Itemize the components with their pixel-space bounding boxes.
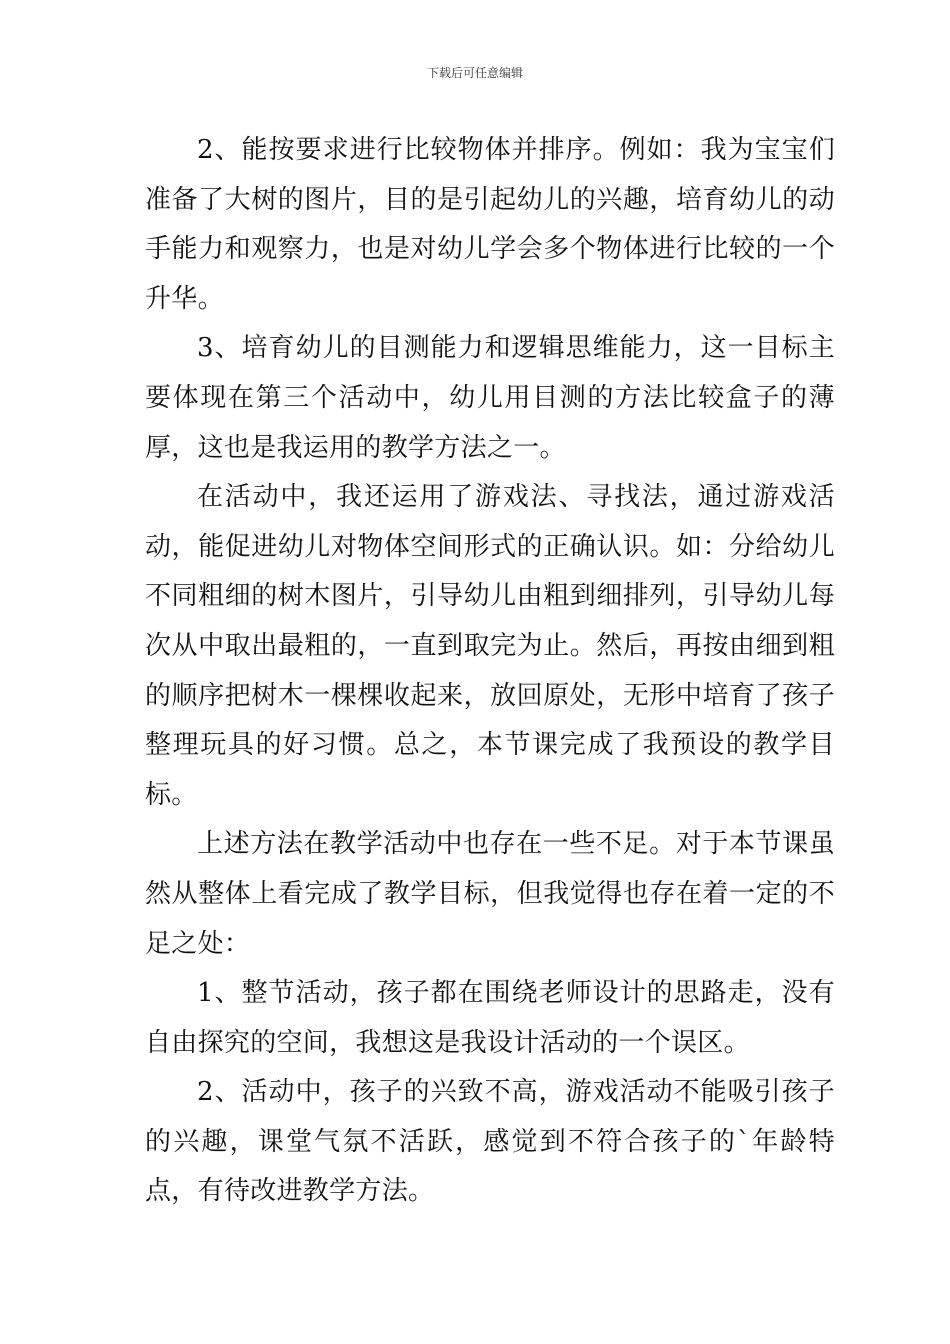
- paragraph-shortcomings-intro: 上述方法在教学活动中也存在一些不足。对于本节课虽然从整体上看完成了教学目标，但我觉得也存在着一定的不足之处：: [145, 829, 835, 959]
- paragraph-visual-estimation-objective: 3、培育幼儿的目测能力和逻辑思维能力，这一目标主要体现在第三个活动中，幼儿用目测的方法比较盒子的薄厚，这也是我运用的教学方法之一。: [145, 333, 835, 463]
- paragraph-shortcoming-2: 2、活动中，孩子的兴致不高，游戏活动不能吸引孩子的兴趣，课堂气氛不活跃，感觉到不符合孩子的`年龄特点，有待改进教学方法。: [145, 1077, 835, 1207]
- paragraph-sorting-objective: 2、能按要求进行比较物体并排序。例如：我为宝宝们准备了大树的图片，目的是引起幼儿的兴趣，培育幼儿的动手能力和观察力，也是对幼儿学会多个物体进行比较的一个升华。: [145, 135, 835, 314]
- page-header-note: 下载后可任意编辑: [426, 66, 523, 80]
- paragraph-game-method: 在活动中，我还运用了游戏法、寻找法，通过游戏活动，能促进幼儿对物体空间形式的正确认识。如：分给幼儿不同粗细的树木图片，引导幼儿由粗到细排列，引导幼儿每次从中取出最粗的，一直到取完为止。然后，再按由细到粗的顺序把树木一棵棵收起来，放回原处，无形中培育了孩子整理玩具的好习惯。总之，本节课完成了我预设的教学目标。: [145, 482, 835, 810]
- paragraph-shortcoming-1: 1、整节活动，孩子都在围绕老师设计的思路走，没有自由探究的空间，我想这是我设计活动的一个误区。: [145, 978, 835, 1058]
- document-body: [145, 126, 835, 1217]
